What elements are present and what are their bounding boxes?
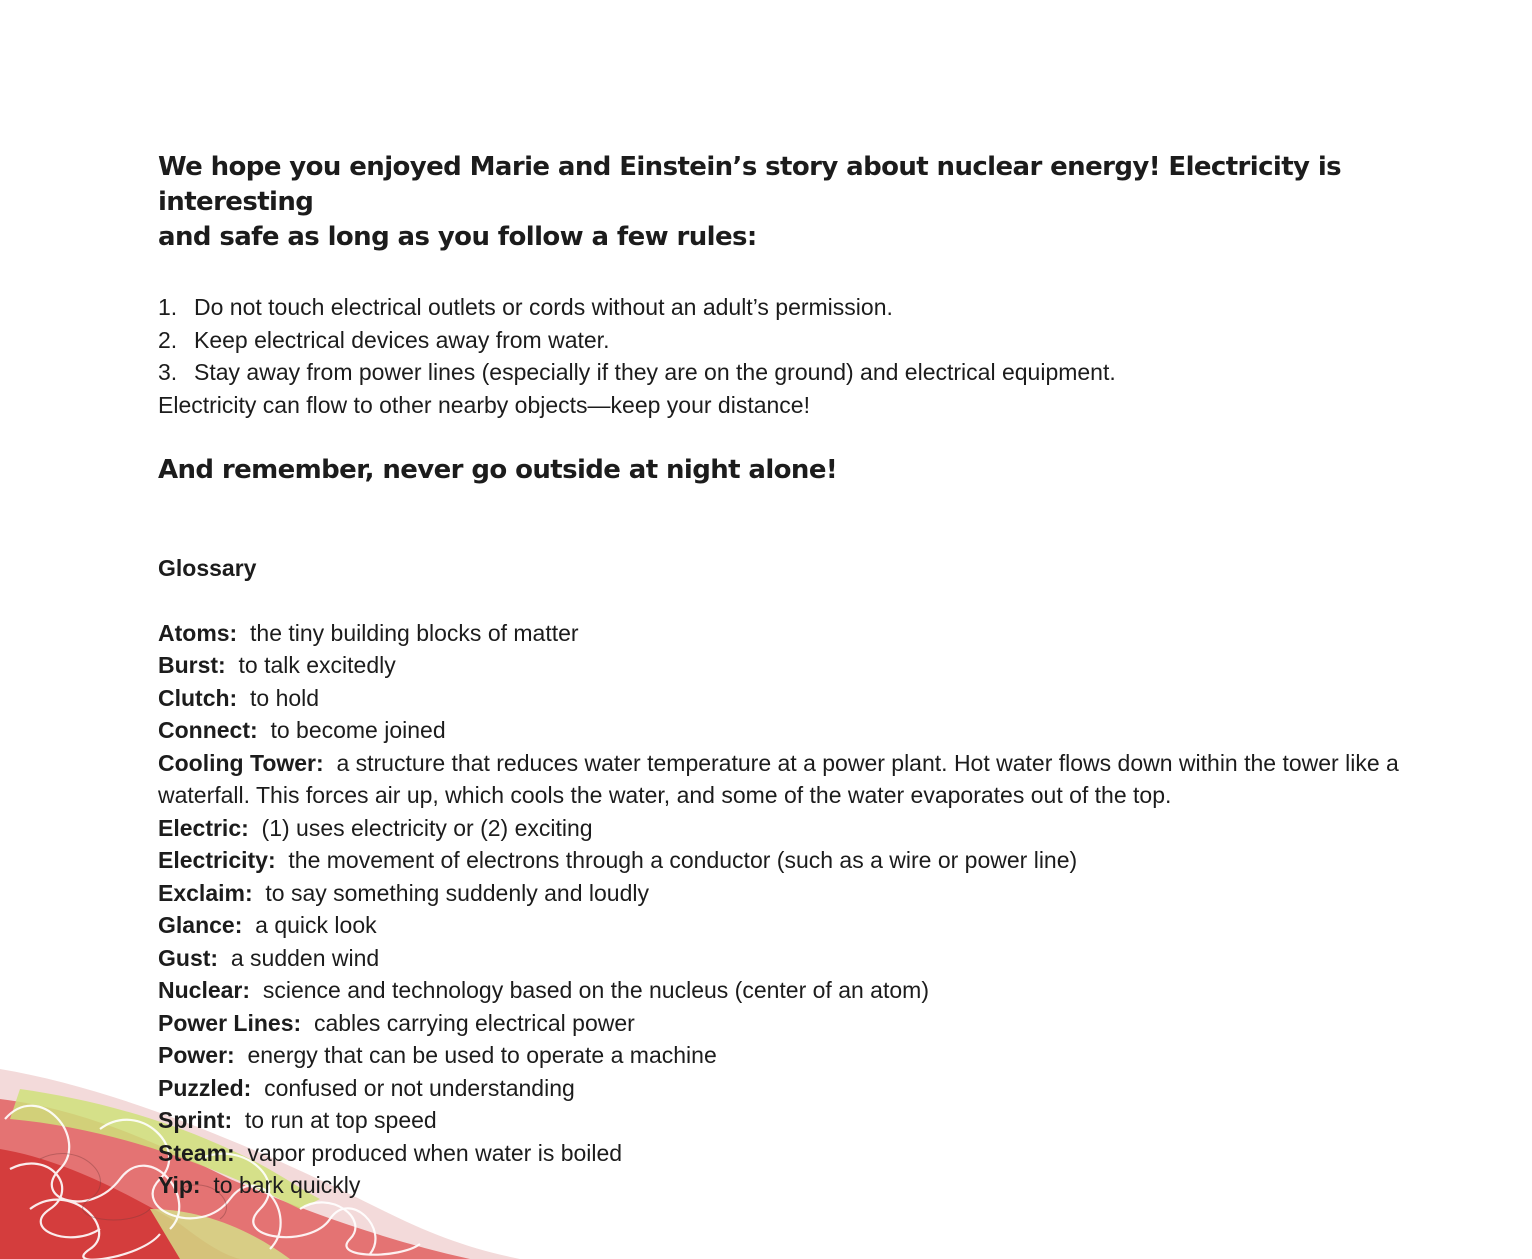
glossary-entry	[158, 714, 1458, 747]
intro-heading	[158, 150, 1458, 255]
glossary-term: Connect:	[158, 717, 258, 743]
rule-text: Do not touch electrical outlets or cords without an adult’s permission.	[194, 294, 893, 320]
glossary-term: Burst:	[158, 652, 226, 678]
glossary-entry	[158, 617, 1458, 650]
safety-rules-list	[158, 291, 1458, 389]
glossary-term: Puzzled:	[158, 1074, 252, 1101]
rule-text: Keep electrical devices away from water.	[194, 326, 610, 353]
glossary-definition: cables carrying electrical power	[313, 1009, 635, 1036]
glossary-title: Glossary	[158, 555, 257, 581]
glossary-entry	[158, 812, 1458, 845]
rule-item	[158, 356, 1458, 389]
glossary-entry	[158, 909, 1458, 942]
glossary-entry	[158, 942, 1458, 975]
glossary-definition: a sudden wind	[230, 944, 380, 971]
intro-line-1: We hope you enjoyed Marie and Einstein’s story about nuclear energy! Electricity is interesting	[158, 152, 1342, 217]
rule-item	[158, 291, 1458, 324]
page-content	[158, 150, 1458, 1202]
reminder-heading: And remember, never go outside at night alone!	[158, 455, 838, 485]
rule-number: 2.	[158, 326, 178, 353]
glossary-entry	[158, 844, 1458, 877]
glossary-term: Steam:	[158, 1139, 235, 1166]
glossary-entry	[158, 747, 1458, 812]
glossary-term: Power:	[158, 1042, 235, 1068]
glossary-term: Exclaim:	[158, 879, 253, 906]
glossary-term: Atoms:	[158, 619, 238, 646]
glossary-definition: the tiny building blocks of matter	[250, 619, 579, 646]
rules-note: Electricity can flow to other nearby objects—keep your distance!	[158, 391, 810, 418]
glossary-term: Cooling Tower:	[158, 749, 324, 776]
glossary-entry	[158, 974, 1458, 1007]
intro-line-2: and safe as long as you follow a few rules:	[158, 222, 757, 252]
glossary-definition: to become joined	[270, 717, 446, 743]
glossary-entry	[158, 1039, 1458, 1072]
glossary-list	[158, 617, 1458, 1202]
glossary-term: Electricity:	[158, 847, 276, 873]
glossary-definition: energy that can be used to operate a machine	[247, 1042, 717, 1068]
glossary-definition: to run at top speed	[244, 1107, 437, 1133]
glossary-definition: to hold	[250, 684, 320, 711]
glossary-term: Electric:	[158, 814, 249, 841]
glossary-definition: to say something suddenly and loudly	[265, 879, 649, 906]
glossary-term: Sprint:	[158, 1107, 233, 1133]
glossary-term: Power Lines:	[158, 1009, 302, 1036]
glossary-definition: the movement of electrons through a conductor (such as a wire or power line)	[288, 847, 1078, 873]
glossary-term: Nuclear:	[158, 977, 251, 1003]
rule-text: Stay away from power lines (especially if they are on the ground) and electrical equipment.	[194, 359, 1116, 385]
glossary-definition: a quick look	[255, 912, 377, 938]
glossary-entry	[158, 877, 1458, 910]
glossary-definition: to talk excitedly	[238, 652, 396, 678]
glossary-definition: science and technology based on the nucleus (center of an atom)	[262, 977, 929, 1003]
rule-item	[158, 324, 1458, 357]
rule-number: 3.	[158, 359, 178, 385]
glossary-definition: vapor produced when water is boiled	[247, 1139, 623, 1166]
glossary-entry	[158, 1104, 1458, 1137]
glossary-definition: a structure that reduces water temperature at a power plant. Hot water flows down within the tower like a waterfall. This forces air up, which cools the water, and some of the water evaporates out of the top.	[158, 749, 1399, 808]
glossary-entry	[158, 1169, 1458, 1202]
glossary-term: Clutch:	[158, 684, 238, 711]
rule-number: 1.	[158, 294, 178, 320]
glossary-definition: to bark quickly	[213, 1172, 361, 1198]
glossary-entry	[158, 649, 1458, 682]
glossary-definition: confused or not understanding	[264, 1074, 575, 1101]
glossary-entry	[158, 1072, 1458, 1105]
glossary-term: Yip:	[158, 1172, 201, 1198]
glossary-term: Glance:	[158, 912, 243, 938]
glossary-entry	[158, 1137, 1458, 1170]
glossary-entry	[158, 682, 1458, 715]
glossary-term: Gust:	[158, 944, 219, 971]
glossary-definition: (1) uses electricity or (2) exciting	[261, 814, 593, 841]
glossary-entry	[158, 1007, 1458, 1040]
